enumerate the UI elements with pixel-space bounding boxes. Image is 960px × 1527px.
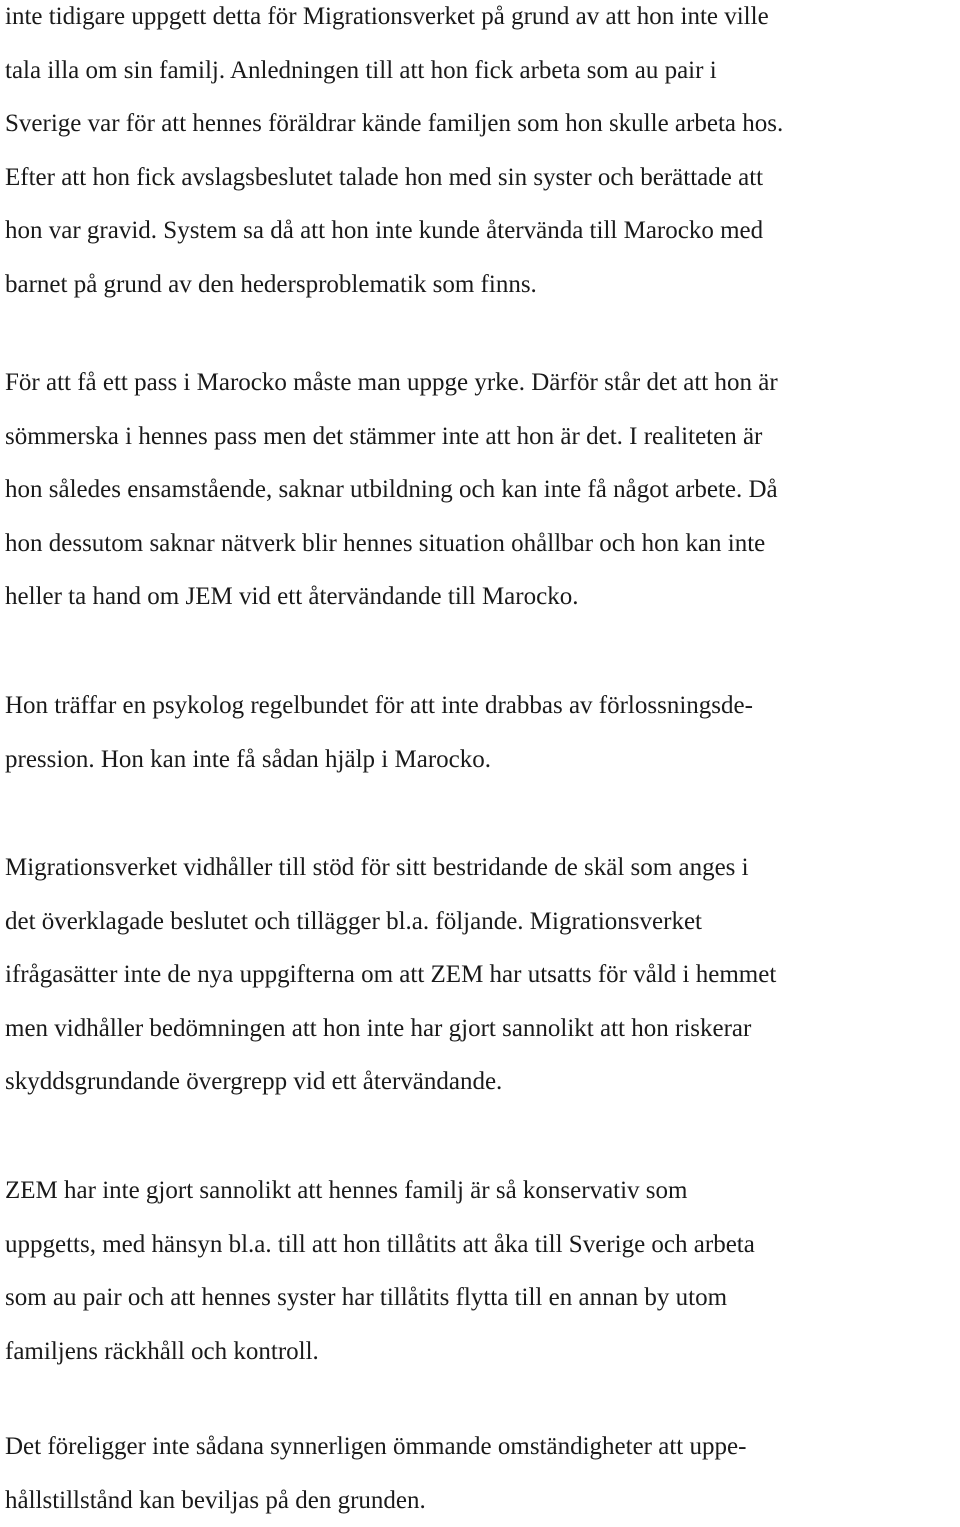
- text-line: Sverige var för att hennes föräldrar kände familjen som hon skulle arbeta hos.: [5, 97, 960, 151]
- text-line: uppgetts, med hänsyn bl.a. till att hon tillåtits att åka till Sverige och arbeta: [5, 1218, 960, 1272]
- text-line: det överklagade beslutet och tillägger bl.a. följande. Migrationsverket: [5, 895, 960, 949]
- text-line: men vidhåller bedömningen att hon inte har gjort sannolikt att hon riskerar: [5, 1002, 960, 1056]
- paragraph-1: [5, 0, 960, 311]
- text-line: inte tidigare uppgett detta för Migrationsverket på grund av att hon inte ville: [5, 0, 960, 44]
- text-line: barnet på grund av den hedersproblematik som finns.: [5, 258, 960, 312]
- text-line: Hon träffar en psykolog regelbundet för att inte drabbas av förlossningsde-: [5, 679, 960, 733]
- text-line: hållstillstånd kan beviljas på den grunden.: [5, 1474, 960, 1527]
- text-line: Efter att hon fick avslagsbeslutet talade hon med sin syster och berättade att: [5, 151, 960, 205]
- text-line: hon var gravid. System sa då att hon inte kunde återvända till Marocko med: [5, 204, 960, 258]
- paragraph-5: [5, 1164, 960, 1378]
- text-line: som au pair och att hennes syster har tillåtits flytta till en annan by utom: [5, 1271, 960, 1325]
- paragraph-4: [5, 841, 960, 1109]
- text-line: ifrågasätter inte de nya uppgifterna om att ZEM har utsatts för våld i hemmet: [5, 948, 960, 1002]
- text-line: tala illa om sin familj. Anledningen till att hon fick arbeta som au pair i: [5, 44, 960, 98]
- text-line: hon dessutom saknar nätverk blir hennes situation ohållbar och hon kan inte: [5, 517, 960, 571]
- paragraph-3: [5, 679, 960, 786]
- text-line: pression. Hon kan inte få sådan hjälp i Marocko.: [5, 733, 960, 787]
- text-line: ZEM har inte gjort sannolikt att hennes familj är så konservativ som: [5, 1164, 960, 1218]
- text-line: sömmerska i hennes pass men det stämmer inte att hon är det. I realiteten är: [5, 410, 960, 464]
- paragraph-6: [5, 1420, 960, 1527]
- text-line: hon således ensamstående, saknar utbildning och kan inte få något arbete. Då: [5, 463, 960, 517]
- text-line: Det föreligger inte sådana synnerligen ömmande omständigheter att uppe-: [5, 1420, 960, 1474]
- text-line: Migrationsverket vidhåller till stöd för sitt bestridande de skäl som anges i: [5, 841, 960, 895]
- paragraph-2: [5, 356, 960, 624]
- text-line: familjens räckhåll och kontroll.: [5, 1325, 960, 1379]
- text-line: skyddsgrundande övergrepp vid ett återvändande.: [5, 1055, 960, 1109]
- text-line: heller ta hand om JEM vid ett återvändande till Marocko.: [5, 570, 960, 624]
- text-line: För att få ett pass i Marocko måste man uppge yrke. Därför står det att hon är: [5, 356, 960, 410]
